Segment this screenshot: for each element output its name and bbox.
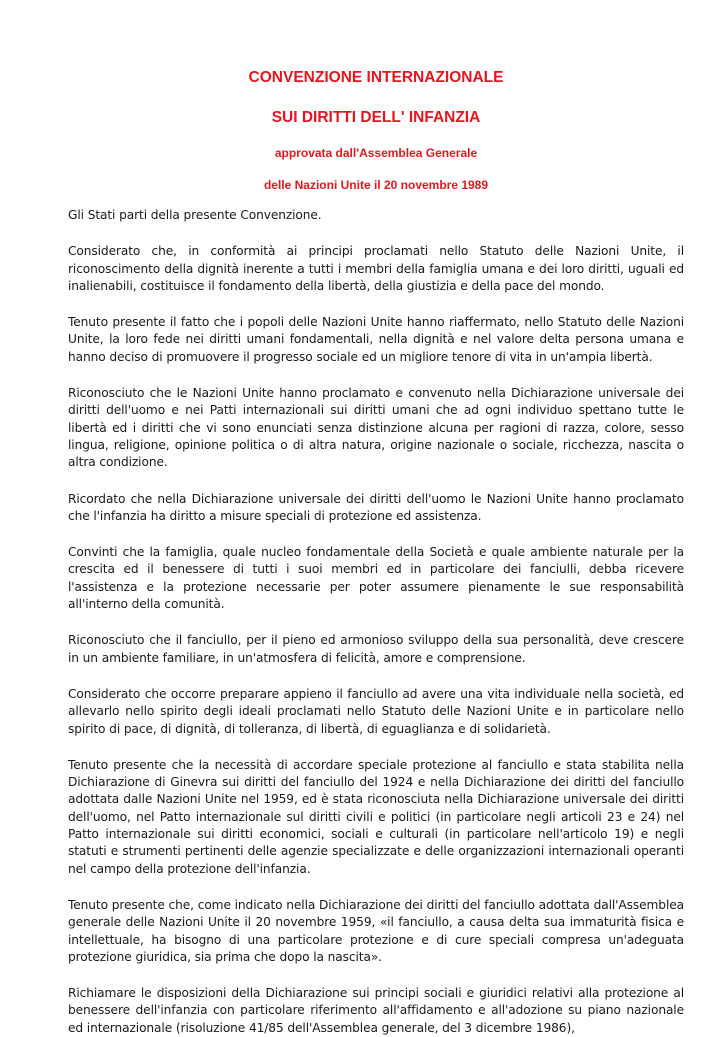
document-body — [68, 207, 684, 1037]
paragraph: Tenuto presente che la necessità di accordare speciale protezione al fanciullo e stata stabilita nella Dichiarazione di Ginevra sui diritti del fanciullo del 1924 e nella Dichiarazione dei diritti del fanciullo adottata dalle Nazioni Unite nel 1959, ed è stata riconosciuta nella Dichiarazione universale dei diritti dell'uomo, nel Patto internazionale sul diritti civili e politici (in particolare negli articoli 23 e 24) nel Patto internazionale sui diritti economici, sociali e culturali (in particolare nell'articolo 19) e negli statuti e strumenti pertinenti delle agenzie specializzate e delle organizzazioni internazionali operanti nel campo della protezione dell'infanzia. — [68, 757, 684, 876]
paragraph: Riconosciuto che il fanciullo, per il pieno ed armonioso sviluppo della sua personalità, deve crescere in un ambiente familiare, in un'atmosfera di felicità, amore e comprensione. — [68, 633, 684, 665]
paragraph: Tenuto presente il fatto che i popoli delle Nazioni Unite hanno riaffermato, nello Statuto delle Nazioni Unite, la loro fede nei diritti umani fondamentali, nella dignità e nel valore delta persona umana e hanno deciso di promuovere il progresso sociale ed un migliore tenore di vita in un'ampia libertà. — [68, 315, 684, 364]
paragraph: Considerato che occorre preparare appieno il fanciullo ad avere una vita individuale nella società, ed allevarlo nello spirito degli ideali proclamati nello Statuto delle Nazioni Unite e in particolare nello spirito di pace, di dignità, di tolleranza, di libertà, di eguaglianza e di solidarietà. — [68, 686, 684, 736]
document-subtitle-line2: delle Nazioni Unite il 20 novembre 1989 — [263, 178, 489, 192]
paragraph: Considerato che, in conformità ai principi proclamati nello Statuto delle Nazioni Unite, il riconoscimento della dignità inerente a tutti i membri della famiglia umana e dei loro diritti, uguali ed inalienabili, costituisce il fondamento della libertà, della giustizia e della pace del mondo. — [68, 244, 684, 293]
document-title: CONVENZIONE INTERNAZIONALE — [248, 69, 504, 86]
document-subtitle: approvata dall'Assemblea Generale — [274, 146, 478, 160]
paragraph: Convinti che la famiglia, quale nucleo fondamentale della Società e quale ambiente naturale per la crescita ed il benessere di tutti i suoi membri ed in particolare dei fanciulli, debba ricevere l'assistenza e la protezione necessarie per poter assumere pienamente le sue responsabilità all'interno della comunità. — [68, 545, 684, 612]
paragraph-intro: Gli Stati parti della presente Convenzione. — [68, 208, 322, 222]
paragraph: Richiamare le disposizioni della Dichiarazione sui principi sociali e giuridici relativi alla protezione al benessere dell'infanzia con particolare riferimento all'affidamento e all'adozione su piano nazionale ed internazionale (risoluzione 41/85 dell'Assemblea generale, del 3 dicembre 1986), — [68, 986, 684, 1035]
paragraph: Ricordato che nella Dichiarazione universale dei diritti dell'uomo le Nazioni Unite hanno proclamato che l'infanzia ha diritto a misure speciali di protezione ed assistenza. — [68, 491, 684, 523]
paragraph: Riconosciuto che le Nazioni Unite hanno proclamato e convenuto nella Dichiarazione universale dei diritti dell'uomo e nei Patti internazionali sui diritti umani che ad ogni individuo spettano tutte le libertà ed i diritti che vi sono enunciati senza distinzione alcuna per ragioni di razza, colore, sesso lingua, religione, opinione politica o di altra natura, origine nazionale o sociale, ricchezza, nascita o altra condizione. — [68, 386, 684, 470]
document-title-line2: SUI DIRITTI DELL' INFANZIA — [271, 109, 481, 126]
paragraph: Tenuto presente che, come indicato nella Dichiarazione dei diritti del fanciullo adottata dall'Assemblea generale delle Nazioni Unite il 20 novembre 1959, «il fanciullo, a causa delta sua immaturità fisica e intellettuale, ha bisogno di una particolare protezione e di cure speciali compresa un'adeguata protezione giuridica, sia prima che dopo la nascita». — [68, 897, 684, 964]
